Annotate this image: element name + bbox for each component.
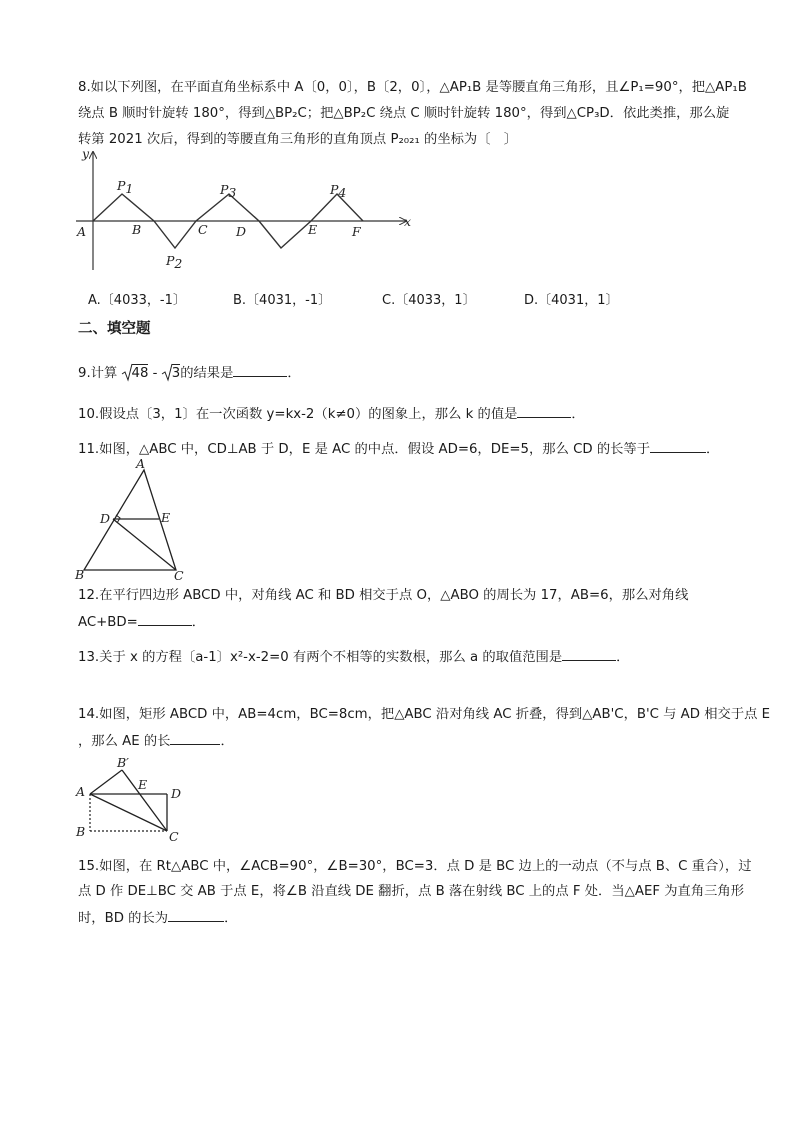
point-P4: P4 bbox=[330, 182, 347, 200]
q15-line-2: 点 D 作 DE⊥BC 交 AB 于点 E，将∠B 沿直线 DE 翻折，点 B 落在射线 BC 上的点 F 处．当△AEF 为直角三角形 bbox=[78, 884, 745, 899]
label-B: B bbox=[76, 824, 86, 839]
x-axis-label: x bbox=[404, 214, 412, 229]
radical-sign-icon bbox=[122, 363, 132, 381]
point-P1: P1 bbox=[117, 178, 134, 196]
q12-expression: AC+BD= bbox=[78, 615, 138, 630]
q13-line bbox=[78, 648, 629, 666]
q10-end: ． bbox=[571, 407, 585, 422]
point-B: B bbox=[132, 222, 142, 237]
q15-text: 时，BD 的长为 bbox=[78, 911, 169, 926]
point-E: E bbox=[308, 222, 318, 237]
q8-line-2: 绕点 B 顺时针旋转 180°，得到△BP₂C；把△BP₂C 绕点 C 顺时针旋转 180°，得到△CP₃D．依此类推，那么旋 bbox=[78, 106, 730, 121]
q11-figure bbox=[72, 456, 192, 584]
point-A: A bbox=[77, 224, 87, 239]
label-E: E bbox=[138, 777, 148, 792]
q15-line-1: 15.如图，在 Rt△ABC 中，∠ACB=90°，∠B=30°，BC=3．点 D 是 BC 边上的一动点（不与点 B、C 重合），过 bbox=[78, 859, 752, 874]
point-F: F bbox=[352, 224, 361, 239]
q14-text: ，那么 AE 的长 bbox=[78, 734, 171, 749]
q8-option-c[interactable]: C.〔4033，1〕 bbox=[382, 293, 476, 308]
radicand-3: 3 bbox=[171, 366, 181, 381]
radicand-48: 48 bbox=[131, 366, 149, 381]
q9-minus: - bbox=[152, 366, 158, 381]
label-B: B bbox=[75, 567, 85, 582]
label-A: A bbox=[136, 456, 146, 471]
q13-text: 13.关于 x 的方程〔a-1〕x²-x-2=0 有两个不相等的实数根，那么 a 的取值范围是 bbox=[78, 650, 563, 665]
sqrt-3 bbox=[162, 363, 180, 382]
point-C: C bbox=[198, 222, 208, 237]
q15-end: ． bbox=[224, 911, 238, 926]
point-P3: P3 bbox=[220, 182, 237, 200]
q14-answer-blank[interactable] bbox=[170, 732, 220, 745]
q8-line-3: 转第 2021 次后，得到的等腰直角三角形的直角顶点 P₂₀₂₁ 的坐标为〔 〕 bbox=[78, 132, 518, 147]
q8-option-a[interactable]: A.〔4033，-1〕 bbox=[88, 293, 186, 308]
q8-option-b[interactable]: B.〔4031，-1〕 bbox=[233, 293, 332, 308]
q10-text: 10.假设点〔3，1〕在一次函数 y=kx-2（k≠0）的图象上，那么 k 的值是 bbox=[78, 407, 518, 422]
q11-text: 11.如图，△ABC 中，CD⊥AB 于 D，E 是 AC 的中点．假设 AD=6，DE=5，那么 CD 的长等于 bbox=[78, 442, 651, 457]
label-D: D bbox=[100, 511, 111, 526]
label-D: D bbox=[171, 786, 182, 801]
q11-end: ． bbox=[706, 442, 720, 457]
diagonal-ac bbox=[90, 794, 167, 831]
q12-answer-blank[interactable] bbox=[138, 613, 192, 626]
q14-line-1: 14.如图，矩形 ABCD 中，AB=4cm，BC=8cm，把△ABC 沿对角线 AC 折叠，得到△AB'C，B'C 与 AD 相交于点 E bbox=[78, 707, 771, 722]
label-C: C bbox=[169, 829, 179, 844]
radical-sign-icon bbox=[162, 363, 172, 381]
sqrt-48 bbox=[122, 363, 149, 382]
segment-ab-prime bbox=[90, 770, 122, 794]
q14-line-2 bbox=[78, 732, 234, 750]
q10-line bbox=[78, 405, 585, 423]
q14-end: ． bbox=[220, 734, 234, 749]
q8-option-d[interactable]: D.〔4031，1〕 bbox=[524, 293, 619, 308]
q12-line-1: 12.在平行四边形 ABCD 中，对角线 AC 和 BD 相交于点 O，△ABO 的周长为 17，AB=6，那么对角线 bbox=[78, 588, 689, 603]
q15-answer-blank[interactable] bbox=[168, 909, 224, 922]
q12-line-2 bbox=[78, 613, 205, 631]
q8-line-1: 8.如以下列图，在平面直角坐标系中 A〔0，0〕，B〔2，0〕，△AP₁B 是等腰直角三角形，且∠P₁=90°，把△AP₁B bbox=[78, 80, 747, 95]
point-D: D bbox=[236, 224, 247, 239]
point-P2: P2 bbox=[166, 253, 183, 271]
y-axis-label: y bbox=[82, 146, 90, 161]
section-heading: 二、填空题 bbox=[78, 321, 151, 337]
q9-line bbox=[78, 363, 301, 382]
q8-figure bbox=[70, 148, 420, 273]
q12-end: ． bbox=[191, 615, 206, 630]
q14-figure bbox=[72, 752, 192, 848]
label-E: E bbox=[161, 510, 171, 525]
segment-cd bbox=[113, 519, 176, 570]
q13-end: ． bbox=[616, 650, 630, 665]
label-B-prime: B′ bbox=[117, 755, 130, 770]
q15-line-3 bbox=[78, 909, 237, 927]
label-C: C bbox=[174, 568, 184, 583]
label-A: A bbox=[76, 784, 86, 799]
q9-end: ． bbox=[287, 366, 301, 381]
q11-answer-blank[interactable] bbox=[650, 440, 706, 453]
q13-answer-blank[interactable] bbox=[562, 648, 616, 661]
q9-answer-blank[interactable] bbox=[233, 364, 287, 377]
q9-prefix: 9.计算 bbox=[78, 366, 122, 381]
q10-answer-blank[interactable] bbox=[517, 405, 571, 418]
q9-suffix: 的结果是 bbox=[180, 366, 234, 381]
